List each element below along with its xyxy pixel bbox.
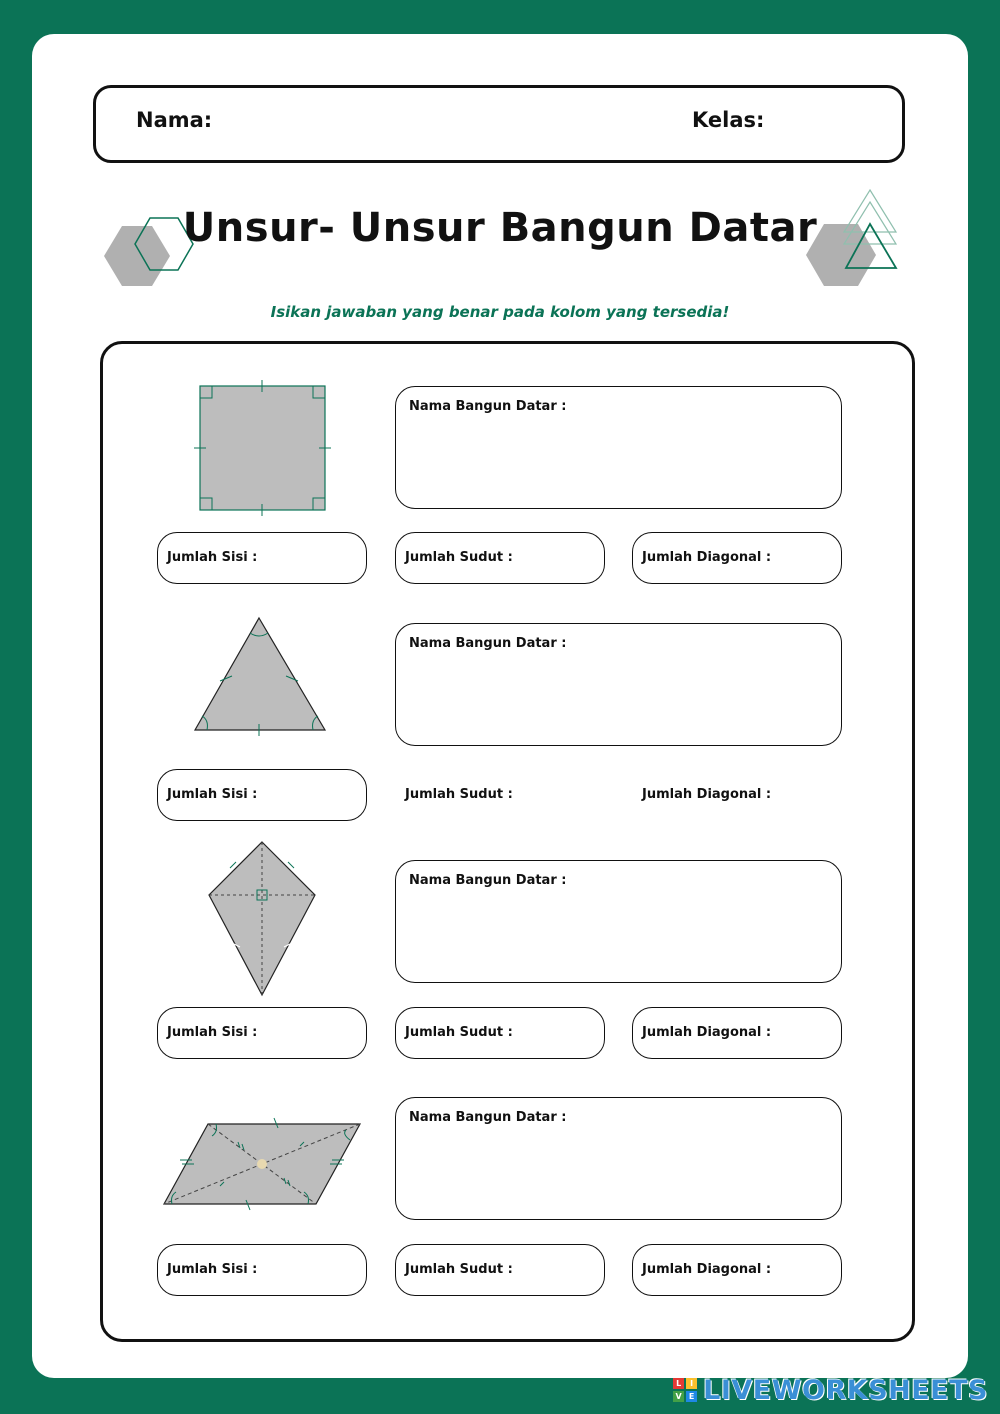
sides-count-answer-box[interactable]: [157, 1007, 367, 1059]
watermark-text: LIVEWORKSHEETS: [703, 1374, 988, 1406]
student-info-box: [93, 85, 905, 163]
sides-count-label: Jumlah Sisi :: [167, 550, 258, 565]
shape-name-answer-box[interactable]: [395, 860, 842, 983]
triangle-icon: [192, 614, 332, 738]
sides-count-answer-box[interactable]: [157, 1244, 367, 1296]
instruction-text: Isikan jawaban yang benar pada kolom yang tersedia!: [270, 303, 730, 321]
diagonals-count-label: Jumlah Diagonal :: [642, 550, 772, 565]
angles-count-answer-box[interactable]: [395, 1007, 605, 1059]
worksheet-title: Unsur- Unsur Bangun Datar: [182, 205, 818, 251]
sides-count-label: Jumlah Sisi :: [167, 1262, 258, 1277]
diagonals-count-answer-box[interactable]: [632, 532, 842, 584]
logo-letter: I: [686, 1378, 697, 1389]
liveworksheets-watermark: [673, 1372, 988, 1408]
diagonals-count-answer-box[interactable]: [632, 1007, 842, 1059]
diagonals-count-answer-box[interactable]: [632, 769, 842, 821]
logo-letter: V: [673, 1391, 684, 1402]
name-label: Nama:: [136, 108, 213, 132]
angles-count-answer-box[interactable]: [395, 769, 605, 821]
diagonals-count-label: Jumlah Diagonal :: [642, 1025, 772, 1040]
shape-name-answer-box[interactable]: [395, 623, 842, 746]
shape-name-label: Nama Bangun Datar :: [409, 1110, 567, 1125]
angles-count-answer-box[interactable]: [395, 1244, 605, 1296]
shape-name-label: Nama Bangun Datar :: [409, 873, 567, 888]
kite-icon: [204, 838, 320, 1000]
shape-name-answer-box[interactable]: [395, 1097, 842, 1220]
liveworksheets-logo-icon: [673, 1378, 697, 1402]
angles-count-label: Jumlah Sudut :: [405, 1262, 513, 1277]
diagonals-count-answer-box[interactable]: [632, 1244, 842, 1296]
class-label: Kelas:: [692, 108, 765, 132]
parallelogram-icon: [160, 1116, 366, 1212]
shape-name-answer-box[interactable]: [395, 386, 842, 509]
angles-count-answer-box[interactable]: [395, 532, 605, 584]
shape-name-label: Nama Bangun Datar :: [409, 636, 567, 651]
sides-count-answer-box[interactable]: [157, 532, 367, 584]
angles-count-label: Jumlah Sudut :: [405, 787, 513, 802]
diagonals-count-label: Jumlah Diagonal :: [642, 1262, 772, 1277]
angles-count-label: Jumlah Sudut :: [405, 1025, 513, 1040]
sides-count-label: Jumlah Sisi :: [167, 1025, 258, 1040]
diagonals-count-label: Jumlah Diagonal :: [642, 787, 772, 802]
square-icon: [192, 378, 334, 520]
angles-count-label: Jumlah Sudut :: [405, 550, 513, 565]
logo-letter: E: [686, 1391, 697, 1402]
sides-count-label: Jumlah Sisi :: [167, 787, 258, 802]
sides-count-answer-box[interactable]: [157, 769, 367, 821]
shape-name-label: Nama Bangun Datar :: [409, 399, 567, 414]
logo-letter: L: [673, 1378, 684, 1389]
